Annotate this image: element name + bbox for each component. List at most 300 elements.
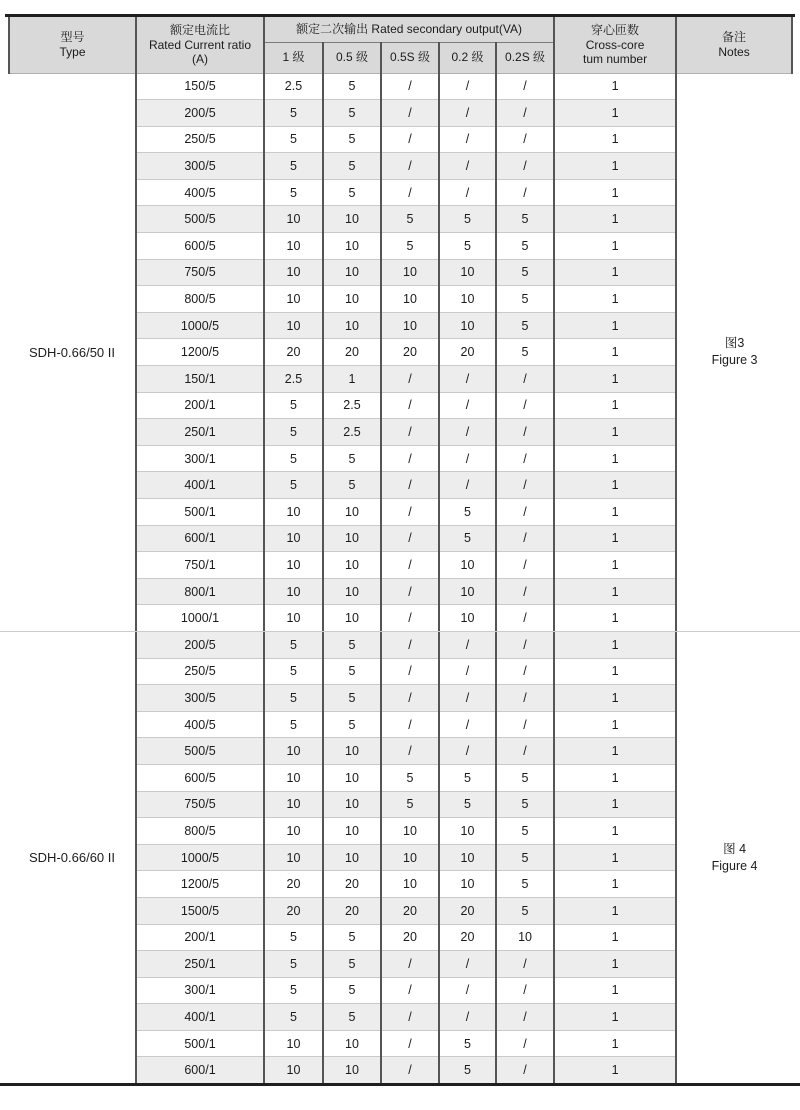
va-cell: 10 — [439, 312, 496, 339]
va-cell: / — [381, 73, 439, 100]
va-cell: / — [439, 366, 496, 393]
turns-cell: 1 — [554, 392, 676, 419]
va-cell: / — [496, 552, 554, 579]
va-cell: 5 — [496, 259, 554, 286]
va-cell: 10 — [323, 605, 381, 632]
table-bottom-rule — [0, 1083, 800, 1086]
va-cell: / — [381, 525, 439, 552]
va-cell: 10 — [264, 525, 323, 552]
turns-cell: 1 — [554, 1057, 676, 1084]
va-cell: 5 — [323, 685, 381, 712]
va-cell: / — [439, 951, 496, 978]
header-notes-zh: 备注 — [722, 30, 747, 45]
va-cell: 2.5 — [264, 366, 323, 393]
turns-cell: 1 — [554, 1030, 676, 1057]
turns-cell: 1 — [554, 818, 676, 845]
va-cell: 10 — [264, 764, 323, 791]
va-cell: / — [496, 100, 554, 127]
header-type — [9, 17, 136, 73]
va-cell: / — [381, 658, 439, 685]
turns-cell: 1 — [554, 977, 676, 1004]
turns-cell: 1 — [554, 685, 676, 712]
va-cell: 5 — [323, 472, 381, 499]
va-cell: 10 — [323, 738, 381, 765]
va-cell: 5 — [264, 153, 323, 180]
header-ratio — [136, 17, 264, 73]
va-cell: 5 — [323, 977, 381, 1004]
turns-cell: 1 — [554, 445, 676, 472]
turns-cell: 1 — [554, 286, 676, 313]
section-divider-line — [0, 631, 800, 632]
va-cell: 5 — [323, 100, 381, 127]
ratio-cell: 600/5 — [136, 764, 264, 791]
notes-cell — [676, 631, 792, 1083]
va-cell: 20 — [381, 924, 439, 951]
va-cell: / — [439, 977, 496, 1004]
va-cell: / — [439, 445, 496, 472]
va-cell: 5 — [323, 658, 381, 685]
va-cell: 10 — [264, 552, 323, 579]
turns-cell: 1 — [554, 206, 676, 233]
va-cell: 5 — [439, 233, 496, 260]
va-cell: 10 — [439, 605, 496, 632]
ratio-cell: 1000/5 — [136, 844, 264, 871]
va-cell: / — [381, 631, 439, 658]
va-cell: 10 — [323, 764, 381, 791]
header-core — [554, 17, 676, 73]
ratio-cell: 300/5 — [136, 153, 264, 180]
turns-cell: 1 — [554, 578, 676, 605]
va-cell: 5 — [496, 897, 554, 924]
ratio-cell: 150/1 — [136, 366, 264, 393]
va-cell: / — [439, 126, 496, 153]
header-output: 额定二次输出 Rated secondary output(VA) — [264, 17, 554, 42]
va-cell: / — [496, 419, 554, 446]
va-cell: / — [381, 472, 439, 499]
turns-cell: 1 — [554, 73, 676, 100]
ratio-cell: 200/1 — [136, 392, 264, 419]
note-en: Figure 3 — [711, 353, 758, 368]
va-cell: / — [439, 392, 496, 419]
turns-cell: 1 — [554, 658, 676, 685]
header-type-zh: 型号 — [60, 30, 85, 45]
header-class-0-2: 0.2 级 — [439, 42, 496, 73]
ratio-cell: 800/5 — [136, 818, 264, 845]
va-cell: 5 — [323, 711, 381, 738]
header-class-0-5s: 0.5S 级 — [381, 42, 439, 73]
turns-cell: 1 — [554, 631, 676, 658]
header-class-0-2s: 0.2S 级 — [496, 42, 554, 73]
ratio-cell: 400/1 — [136, 472, 264, 499]
header-ratio-en: Rated Current ratio — [148, 37, 252, 52]
va-cell: 20 — [439, 924, 496, 951]
va-cell: / — [439, 419, 496, 446]
ratio-cell: 500/5 — [136, 206, 264, 233]
va-cell: 10 — [264, 578, 323, 605]
header-type-en: Type — [59, 44, 86, 59]
table-header — [9, 17, 792, 73]
turns-cell: 1 — [554, 312, 676, 339]
va-cell: / — [439, 685, 496, 712]
va-cell: / — [496, 73, 554, 100]
va-cell: 10 — [264, 1030, 323, 1057]
ratio-cell: 400/5 — [136, 711, 264, 738]
va-cell: / — [439, 100, 496, 127]
va-cell: 5 — [264, 126, 323, 153]
va-cell: / — [496, 366, 554, 393]
turns-cell: 1 — [554, 844, 676, 871]
va-cell: 20 — [439, 897, 496, 924]
table-body — [9, 73, 792, 1084]
va-cell: 5 — [496, 233, 554, 260]
turns-cell: 1 — [554, 605, 676, 632]
turns-cell: 1 — [554, 897, 676, 924]
header-ratio-zh: 额定电流比 — [169, 23, 230, 37]
va-cell: / — [439, 153, 496, 180]
va-cell: / — [496, 445, 554, 472]
notes-cell — [676, 73, 792, 631]
ratio-cell: 600/5 — [136, 233, 264, 260]
va-cell: 5 — [264, 685, 323, 712]
va-cell: / — [381, 126, 439, 153]
va-cell: 20 — [323, 897, 381, 924]
va-cell: / — [496, 499, 554, 526]
va-cell: 10 — [381, 286, 439, 313]
va-cell: 10 — [323, 286, 381, 313]
va-cell: 10 — [264, 844, 323, 871]
va-cell: 5 — [496, 871, 554, 898]
va-cell: 10 — [323, 206, 381, 233]
va-cell: 10 — [323, 499, 381, 526]
turns-cell: 1 — [554, 179, 676, 206]
va-cell: / — [381, 711, 439, 738]
va-cell: 5 — [323, 153, 381, 180]
va-cell: / — [496, 977, 554, 1004]
va-cell: 10 — [264, 259, 323, 286]
va-cell: 5 — [323, 631, 381, 658]
va-cell: 5 — [439, 206, 496, 233]
va-cell: 10 — [381, 844, 439, 871]
va-cell: 10 — [439, 844, 496, 871]
va-cell: 10 — [323, 552, 381, 579]
va-cell: 5 — [496, 339, 554, 366]
turns-cell: 1 — [554, 525, 676, 552]
va-cell: 5 — [264, 631, 323, 658]
va-cell: 5 — [496, 286, 554, 313]
va-cell: 5 — [323, 126, 381, 153]
va-cell: 10 — [323, 1057, 381, 1084]
va-cell: / — [381, 179, 439, 206]
va-cell: / — [381, 605, 439, 632]
va-cell: 5 — [264, 419, 323, 446]
va-cell: 10 — [439, 818, 496, 845]
ratio-cell: 1200/5 — [136, 339, 264, 366]
spec-table — [8, 17, 793, 1084]
va-cell: 10 — [381, 259, 439, 286]
type-cell: SDH-0.66/50 II — [9, 73, 136, 631]
va-cell: 10 — [323, 259, 381, 286]
va-cell: 10 — [439, 259, 496, 286]
table-row — [9, 631, 792, 658]
ratio-cell: 300/1 — [136, 977, 264, 1004]
ratio-cell: 1200/5 — [136, 871, 264, 898]
va-cell: 10 — [381, 818, 439, 845]
va-cell: 5 — [264, 924, 323, 951]
va-cell: 10 — [439, 286, 496, 313]
va-cell: 10 — [381, 871, 439, 898]
va-cell: / — [381, 578, 439, 605]
va-cell: 20 — [323, 339, 381, 366]
va-cell: 10 — [439, 871, 496, 898]
turns-cell: 1 — [554, 419, 676, 446]
va-cell: 5 — [496, 312, 554, 339]
va-cell: 5 — [264, 1004, 323, 1031]
va-cell: 10 — [264, 499, 323, 526]
ratio-cell: 250/1 — [136, 419, 264, 446]
va-cell: / — [496, 1030, 554, 1057]
va-cell: 5 — [323, 924, 381, 951]
va-cell: 5 — [439, 1057, 496, 1084]
va-cell: / — [381, 1030, 439, 1057]
turns-cell: 1 — [554, 738, 676, 765]
va-cell: 5 — [439, 791, 496, 818]
va-cell: / — [439, 1004, 496, 1031]
va-cell: / — [381, 1057, 439, 1084]
va-cell: / — [439, 711, 496, 738]
turns-cell: 1 — [554, 100, 676, 127]
va-cell: / — [381, 738, 439, 765]
va-cell: 5 — [323, 1004, 381, 1031]
va-cell: 5 — [439, 525, 496, 552]
header-class-0-5: 0.5 级 — [323, 42, 381, 73]
va-cell: 5 — [264, 658, 323, 685]
va-cell: 5 — [264, 711, 323, 738]
turns-cell: 1 — [554, 791, 676, 818]
va-cell: 10 — [323, 233, 381, 260]
va-cell: 5 — [264, 445, 323, 472]
va-cell: 10 — [264, 791, 323, 818]
va-cell: / — [496, 179, 554, 206]
va-cell: 10 — [264, 206, 323, 233]
va-cell: 5 — [496, 818, 554, 845]
ratio-cell: 750/5 — [136, 259, 264, 286]
va-cell: 5 — [264, 179, 323, 206]
va-cell: 5 — [264, 100, 323, 127]
va-cell: 10 — [264, 233, 323, 260]
va-cell: / — [496, 738, 554, 765]
va-cell: 10 — [264, 818, 323, 845]
va-cell: / — [439, 179, 496, 206]
turns-cell: 1 — [554, 366, 676, 393]
va-cell: 5 — [496, 844, 554, 871]
ratio-cell: 1000/1 — [136, 605, 264, 632]
va-cell: / — [381, 392, 439, 419]
va-cell: / — [439, 631, 496, 658]
va-cell: 5 — [323, 73, 381, 100]
header-class-1: 1 级 — [264, 42, 323, 73]
va-cell: 10 — [439, 552, 496, 579]
turns-cell: 1 — [554, 711, 676, 738]
va-cell: 10 — [323, 312, 381, 339]
va-cell: 5 — [381, 233, 439, 260]
table-row — [9, 73, 792, 100]
va-cell: / — [496, 1057, 554, 1084]
va-cell: / — [381, 366, 439, 393]
ratio-cell: 1000/5 — [136, 312, 264, 339]
ratio-cell: 200/5 — [136, 631, 264, 658]
ratio-cell: 1500/5 — [136, 897, 264, 924]
va-cell: 5 — [381, 206, 439, 233]
va-cell: 10 — [323, 525, 381, 552]
va-cell: 10 — [323, 818, 381, 845]
va-cell: 10 — [496, 924, 554, 951]
va-cell: 10 — [439, 578, 496, 605]
va-cell: 5 — [439, 1030, 496, 1057]
va-cell: 10 — [323, 791, 381, 818]
va-cell: 5 — [323, 951, 381, 978]
va-cell: 5 — [381, 764, 439, 791]
ratio-cell: 600/1 — [136, 1057, 264, 1084]
va-cell: / — [439, 472, 496, 499]
va-cell: 10 — [381, 312, 439, 339]
ratio-cell: 300/1 — [136, 445, 264, 472]
va-cell: / — [496, 525, 554, 552]
va-cell: / — [381, 499, 439, 526]
va-cell: / — [381, 951, 439, 978]
va-cell: 10 — [323, 844, 381, 871]
turns-cell: 1 — [554, 552, 676, 579]
va-cell: 10 — [323, 1030, 381, 1057]
va-cell: 5 — [439, 764, 496, 791]
va-cell: 10 — [323, 578, 381, 605]
va-cell: 5 — [264, 472, 323, 499]
va-cell: 20 — [381, 897, 439, 924]
va-cell: 5 — [496, 206, 554, 233]
va-cell: 5 — [381, 791, 439, 818]
type-cell: SDH-0.66/60 II — [9, 631, 136, 1083]
ratio-cell: 400/1 — [136, 1004, 264, 1031]
va-cell: / — [496, 951, 554, 978]
ratio-cell: 200/5 — [136, 100, 264, 127]
header-notes-en: Notes — [718, 44, 750, 59]
va-cell: 2.5 — [264, 73, 323, 100]
va-cell: / — [381, 100, 439, 127]
ratio-cell: 800/5 — [136, 286, 264, 313]
header-core-en2: tum number — [583, 52, 648, 66]
ratio-cell: 400/5 — [136, 179, 264, 206]
va-cell: 10 — [264, 286, 323, 313]
va-cell: 20 — [439, 339, 496, 366]
ratio-cell: 500/5 — [136, 738, 264, 765]
va-cell: / — [496, 631, 554, 658]
va-cell: / — [496, 153, 554, 180]
header-core-zh: 穿心匝数 — [591, 23, 640, 37]
ratio-cell: 750/5 — [136, 791, 264, 818]
va-cell: / — [496, 578, 554, 605]
turns-cell: 1 — [554, 339, 676, 366]
va-cell: 5 — [264, 951, 323, 978]
header-notes — [676, 17, 792, 73]
va-cell: / — [496, 711, 554, 738]
turns-cell: 1 — [554, 259, 676, 286]
va-cell: 10 — [264, 312, 323, 339]
va-cell: 2.5 — [323, 419, 381, 446]
ratio-cell: 250/5 — [136, 126, 264, 153]
va-cell: 10 — [264, 1057, 323, 1084]
note-zh: 图3 — [724, 336, 745, 351]
turns-cell: 1 — [554, 951, 676, 978]
va-cell: 2.5 — [323, 392, 381, 419]
va-cell: / — [439, 738, 496, 765]
va-cell: 5 — [264, 977, 323, 1004]
va-cell: 20 — [264, 871, 323, 898]
turns-cell: 1 — [554, 499, 676, 526]
ratio-cell: 500/1 — [136, 1030, 264, 1057]
va-cell: 20 — [264, 339, 323, 366]
turns-cell: 1 — [554, 871, 676, 898]
va-cell: / — [496, 685, 554, 712]
va-cell: / — [439, 73, 496, 100]
ratio-cell: 150/5 — [136, 73, 264, 100]
va-cell: / — [381, 1004, 439, 1031]
turns-cell: 1 — [554, 924, 676, 951]
va-cell: 5 — [323, 179, 381, 206]
note-en: Figure 4 — [711, 858, 758, 873]
va-cell: 5 — [496, 764, 554, 791]
ratio-cell: 200/1 — [136, 924, 264, 951]
ratio-cell: 500/1 — [136, 499, 264, 526]
header-core-en1: Cross-core — [585, 37, 645, 52]
va-cell: 5 — [496, 791, 554, 818]
turns-cell: 1 — [554, 153, 676, 180]
va-cell: / — [496, 605, 554, 632]
va-cell: / — [381, 977, 439, 1004]
va-cell: / — [496, 1004, 554, 1031]
va-cell: 10 — [264, 605, 323, 632]
va-cell: / — [496, 658, 554, 685]
ratio-cell: 300/5 — [136, 685, 264, 712]
va-cell: / — [381, 445, 439, 472]
turns-cell: 1 — [554, 1004, 676, 1031]
va-cell: 20 — [381, 339, 439, 366]
va-cell: / — [381, 552, 439, 579]
va-cell: 20 — [264, 897, 323, 924]
va-cell: / — [496, 126, 554, 153]
va-cell: 10 — [264, 738, 323, 765]
turns-cell: 1 — [554, 126, 676, 153]
turns-cell: 1 — [554, 764, 676, 791]
va-cell: 1 — [323, 366, 381, 393]
va-cell: / — [381, 685, 439, 712]
va-cell: 5 — [439, 499, 496, 526]
va-cell: / — [496, 392, 554, 419]
va-cell: / — [381, 419, 439, 446]
turns-cell: 1 — [554, 233, 676, 260]
va-cell: / — [381, 153, 439, 180]
ratio-cell: 600/1 — [136, 525, 264, 552]
note-zh: 图 4 — [723, 841, 747, 856]
turns-cell: 1 — [554, 472, 676, 499]
ratio-cell: 250/5 — [136, 658, 264, 685]
va-cell: / — [439, 658, 496, 685]
header-ratio-unit: (A) — [192, 52, 208, 66]
va-cell: 5 — [264, 392, 323, 419]
va-cell: / — [496, 472, 554, 499]
va-cell: 5 — [323, 445, 381, 472]
ratio-cell: 250/1 — [136, 951, 264, 978]
ratio-cell: 750/1 — [136, 552, 264, 579]
va-cell: 20 — [323, 871, 381, 898]
